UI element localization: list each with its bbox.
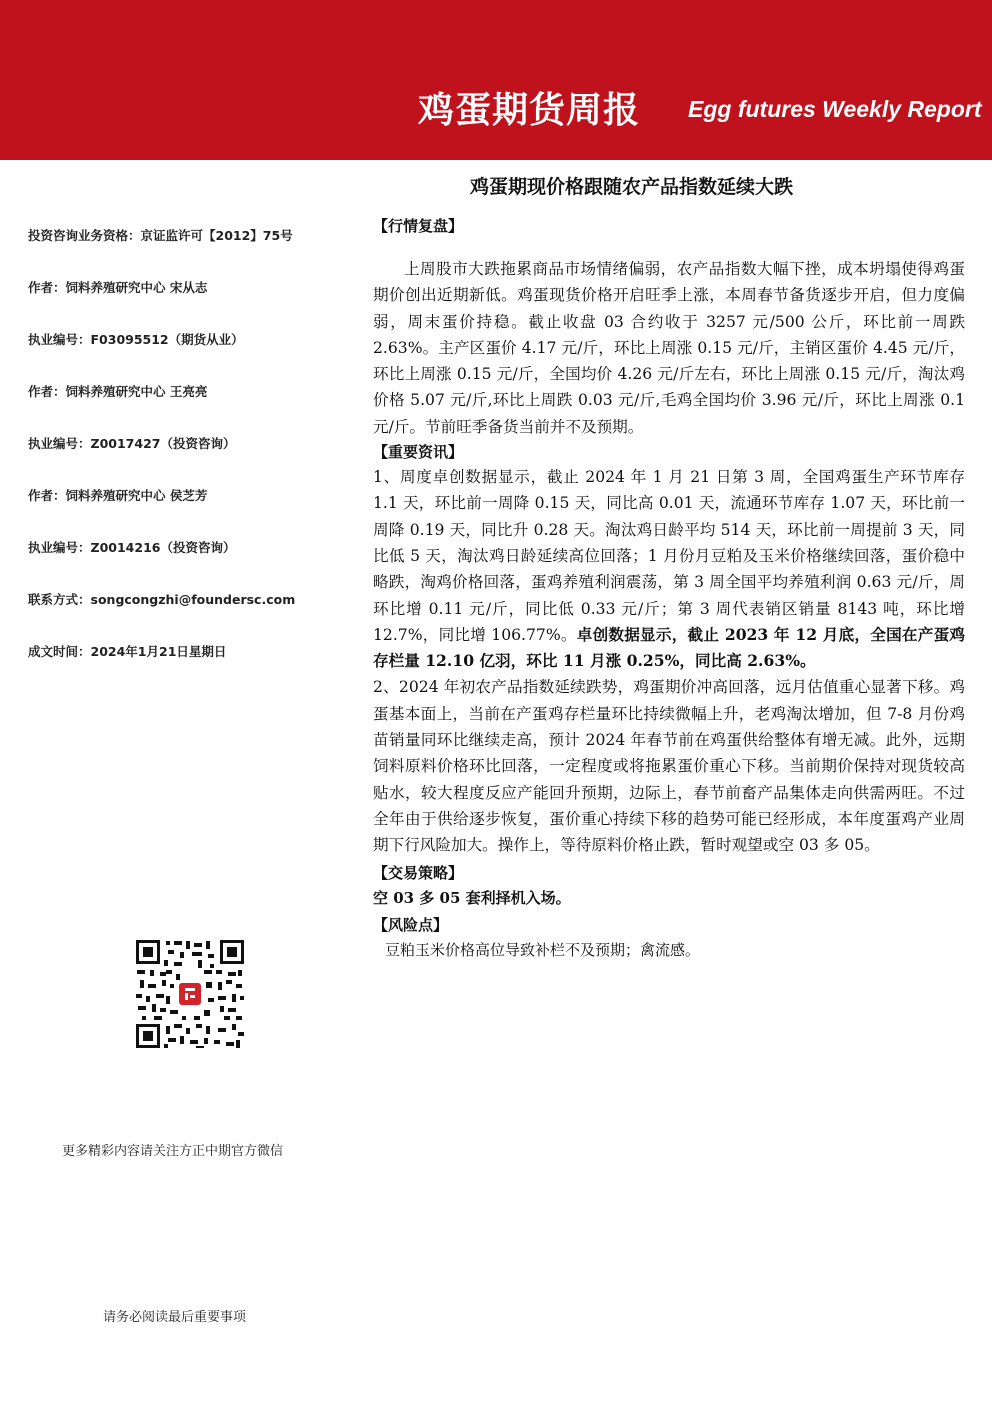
key-news-heading: 【重要资讯】 xyxy=(373,443,464,462)
author-row-2: 作者：饲料养殖研究中心 王亮亮 xyxy=(28,384,208,399)
market-review-heading: 【行情复盘】 xyxy=(373,217,464,235)
strategy-text: 空 03 多 05 套利择机入场。 xyxy=(373,888,571,907)
strategy-heading: 【交易策略】 xyxy=(373,863,464,882)
qualification-row: 投资咨询业务资格：京证监许可【2012】75号 xyxy=(28,228,293,243)
key-news-item-1-bold: 卓创数据显示，截止 2023 年 12 月底，全国在产蛋鸡存栏量 12.10 亿羽，环比 11 月涨 0.25%，同比高 2.63%。 xyxy=(373,624,965,671)
key-news-item-2: 2、2024 年初农产品指数延续跌势，鸡蛋期价冲高回落，远月估值重心显著下移。鸡蛋基本面上，当前在产蛋鸡存栏量环比持续微幅上升，老鸡淘汰增加，但 7-8 月份鸡苗销量同环比继续走高，预计 2024 年春节前在鸡蛋供给整体有增无减。此外，远期饲料原料价格环比回落，一定程度或将拖累蛋价重心下移。当前期价保持对现货较高贴水，较大程度反应产能回升预期，边际上，春节前畜产品集体走向供需两旺。不过全年由于供给逐步恢复，蛋价重心持续下移的趋势可能已经形成，本年度蛋鸡产业周期下行风险加大。操作上，等待原料价格止跌，暂时观望或空 03 多 05。 xyxy=(373,678,965,855)
qr-caption: 更多精彩内容请关注方正中期官方微信 xyxy=(62,1144,284,1159)
report-body xyxy=(373,214,965,963)
risk-text: 豆粕玉米价格高位导致补栏不及预期；禽流感。 xyxy=(385,940,701,959)
license-row-1: 执业编号：F03095512（期货从业） xyxy=(28,332,244,347)
key-news-item-1-text: 1、周度卓创数据显示，截止 2024 年 1 月 21 日第 3 周，全国鸡蛋生产环节库存 1.1 天，环比前一周降 0.15 天，同比高 0.01 天，流通环节库存 1.07 天，环比前一周降 0.19 天，同比升 0.28 天。淘汰鸡日龄平均 514 天，环比前一周提前 3 天，同比低 5 天，淘汰鸡日龄延续高位回落；1 月份月豆粕及玉米价格继续回落，蛋价稳中略跌，淘鸡价格回落，蛋鸡养殖利润震荡，第 3 周全国平均养殖利润 0.63 元/斤，周环比增 0.11 元/斤，同比低 0.33 元/斤；第 3 周代表销区销量 8143 吨，环比增 12.7%，同比增 106.77%。 xyxy=(373,468,965,644)
key-news-item-1 xyxy=(373,464,965,674)
wechat-qr-code[interactable] xyxy=(134,938,246,1050)
report-title: 鸡蛋期现价格跟随农产品指数延续大跌 xyxy=(470,176,794,198)
contact-row: 联系方式：songcongzhi@foundersc.com xyxy=(28,592,296,607)
header-band xyxy=(0,0,992,160)
date-row: 成文时间：2024年1月21日星期日 xyxy=(28,644,227,659)
header-title-en: Egg futures Weekly Report xyxy=(688,96,982,122)
author-row-3: 作者：饲料养殖研究中心 侯芝芳 xyxy=(28,488,208,503)
header-title-cn: 鸡蛋期货周报 xyxy=(418,90,641,131)
license-row-3: 执业编号：Z0014216（投资咨询） xyxy=(28,540,236,555)
author-row-1: 作者：饲料养殖研究中心 宋从志 xyxy=(28,280,208,295)
footer-note: 请务必阅读最后重要事项 xyxy=(103,1310,247,1325)
license-row-2: 执业编号：Z0017427（投资咨询） xyxy=(28,436,236,451)
market-review-text: 上周股市大跌拖累商品市场情绪偏弱，农产品指数大幅下挫，成本坍塌使得鸡蛋期价创出近期新低。鸡蛋现货价格开启旺季上涨，本周春节备货逐步开启，但力度偏弱，周末蛋价持稳。截止收盘 03 合约收于 3257 元/500 公斤，环比前一周跌 2.63%。主产区蛋价 4.17 元/斤，环比上周涨 0.15 元/斤，主销区蛋价 4.45 元/斤，环比上周涨 0.15 元/斤，全国均价 4.26 元/斤左右，环比上周涨 0.15 元/斤，淘汰鸡价格 5.07 元/斤,环比上周跌 0.03 元/斤,毛鸡全国均价 3.96 元/斤，环比上周涨 0.1 元/斤。节前旺季备货当前并不及预期。 xyxy=(373,260,965,436)
risk-heading: 【风险点】 xyxy=(373,915,449,934)
